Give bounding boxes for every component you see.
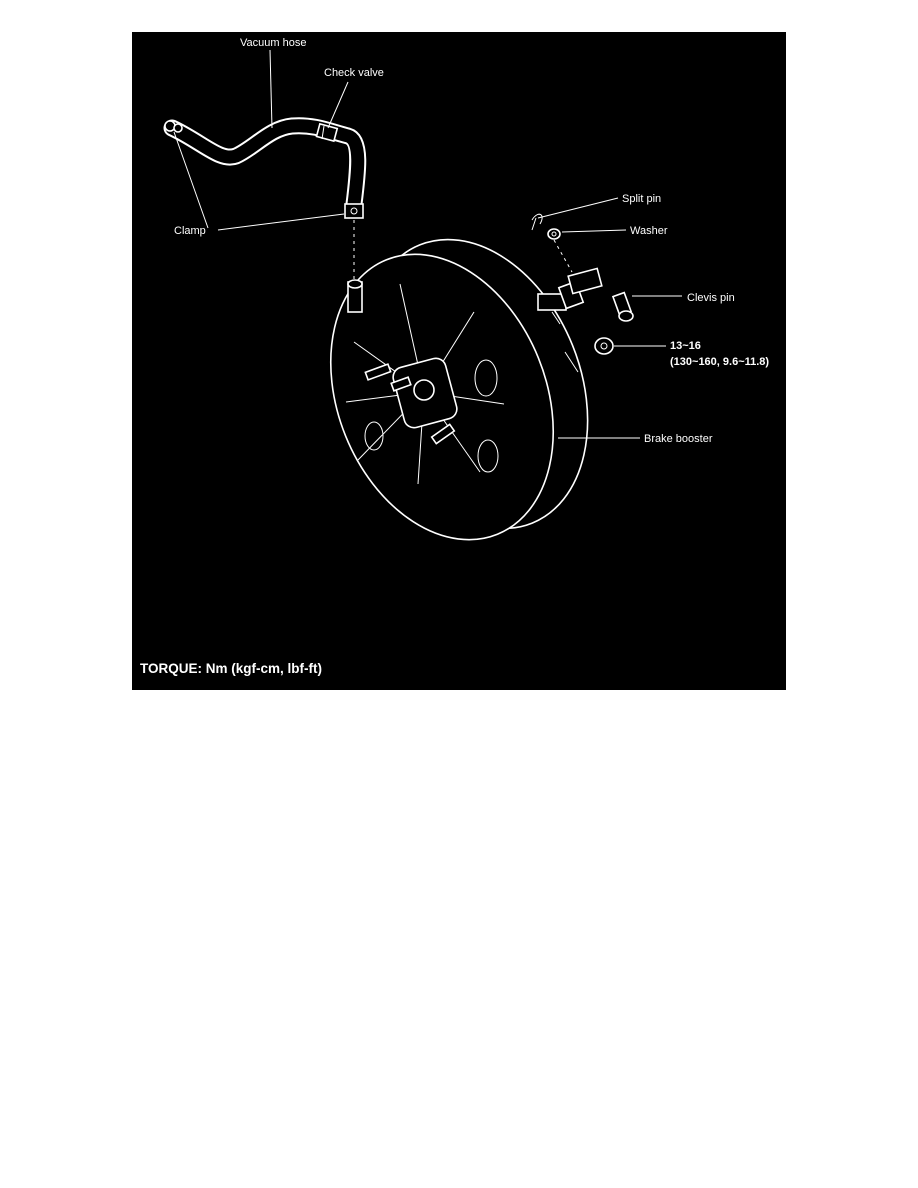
brake-booster-diagram [132,32,786,690]
torque-value-alt-label: (130~160, 9.6~11.8) [670,356,770,368]
check-valve-label: Check valve [324,67,384,79]
clamp-lower [345,204,363,218]
brake-booster [290,206,628,573]
clevis [568,268,602,293]
split-pin-label: Split pin [622,193,662,205]
torque-value-label: 13~16 [670,340,701,352]
split-pin [532,214,542,230]
diagram-canvas [132,32,786,690]
clamp-leader-lower [218,214,344,230]
mounting-nut [595,338,613,354]
washer-leader [562,230,626,232]
split-pin-leader [538,198,618,218]
check-valve-leader [328,82,348,128]
washer [548,229,560,239]
torque-units-footer: TORQUE: Nm (kgf-cm, lbf-ft) [140,661,322,676]
clevis-pin [613,293,633,321]
washer-label: Washer [630,225,668,237]
brake-booster-label: Brake booster [644,433,713,445]
vacuum-hose-leader [270,50,272,128]
vacuum-hose-label: Vacuum hose [240,37,307,49]
clamp-label: Clamp [174,225,206,237]
clevis-pin-label: Clevis pin [687,292,735,304]
